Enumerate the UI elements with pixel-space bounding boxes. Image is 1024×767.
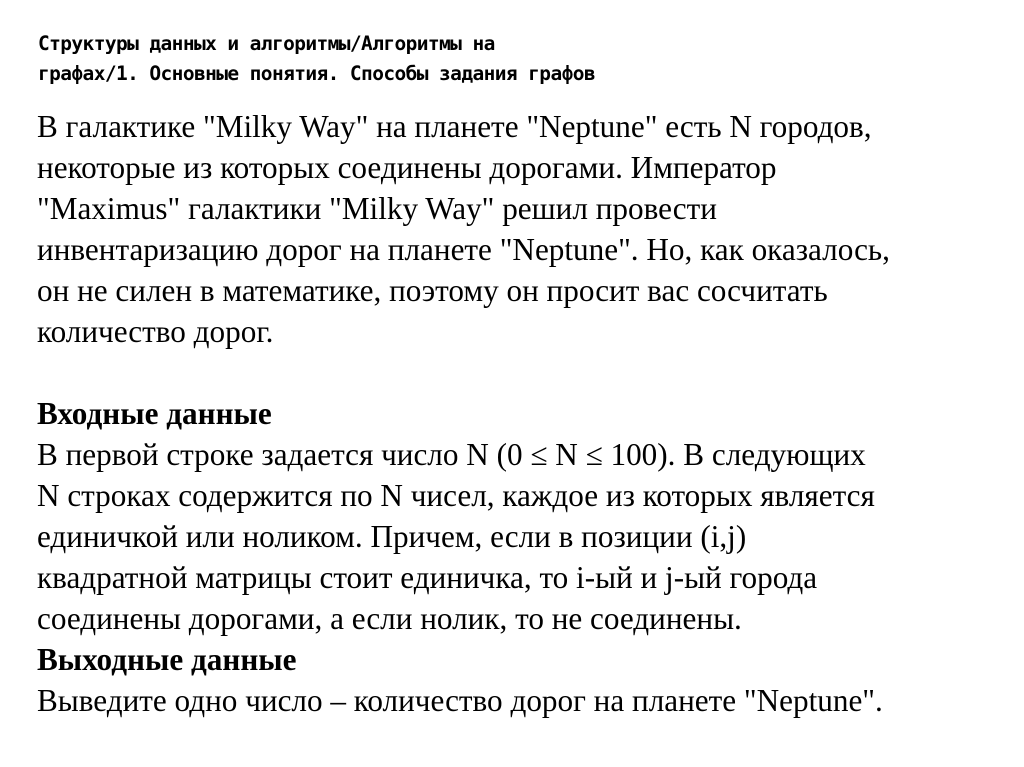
statement-line: количество дорог. xyxy=(37,314,274,349)
input-heading: Входные данные xyxy=(37,396,272,431)
output-section xyxy=(37,639,997,721)
title-line: Структуры данных и алгоритмы/Алгоритмы на xyxy=(38,32,495,55)
statement-line: инвентаризацию дорог на планете "Neptune". Но, как оказалось, xyxy=(37,232,890,267)
input-section xyxy=(37,393,997,639)
input-line: единичкой или ноликом. Причем, если в позиции (i,j) xyxy=(37,519,747,554)
input-line: соединены дорогами, а если нолик, то не соединены. xyxy=(37,601,742,636)
statement-line: он не силен в математике, поэтому он просит вас сосчитать xyxy=(37,273,828,308)
statement-line: В галактике "Milky Way" на планете "Neptune" есть N городов, xyxy=(37,109,872,144)
output-line: Выведите одно число – количество дорог на планете "Neptune". xyxy=(37,683,883,718)
title-line: графах/1. Основные понятия. Способы задания графов xyxy=(38,62,595,85)
output-heading: Выходные данные xyxy=(37,642,297,677)
paragraph-spacer xyxy=(37,352,997,393)
input-line: квадратной матрицы стоит единичка, то i-ый и j-ый города xyxy=(37,560,818,595)
statement-line: "Maximus" галактики "Milky Way" решил провести xyxy=(37,191,717,226)
problem-statement xyxy=(37,106,997,352)
slide-body xyxy=(37,106,997,721)
slide-title xyxy=(38,29,938,89)
input-line: N строках содержится по N чисел, каждое из которых является xyxy=(37,478,875,513)
statement-line: некоторые из которых соединены дорогами. Император xyxy=(37,150,777,185)
input-line: В первой строке задается число N (0 ≤ N ≤ 100). В следующих xyxy=(37,437,866,472)
